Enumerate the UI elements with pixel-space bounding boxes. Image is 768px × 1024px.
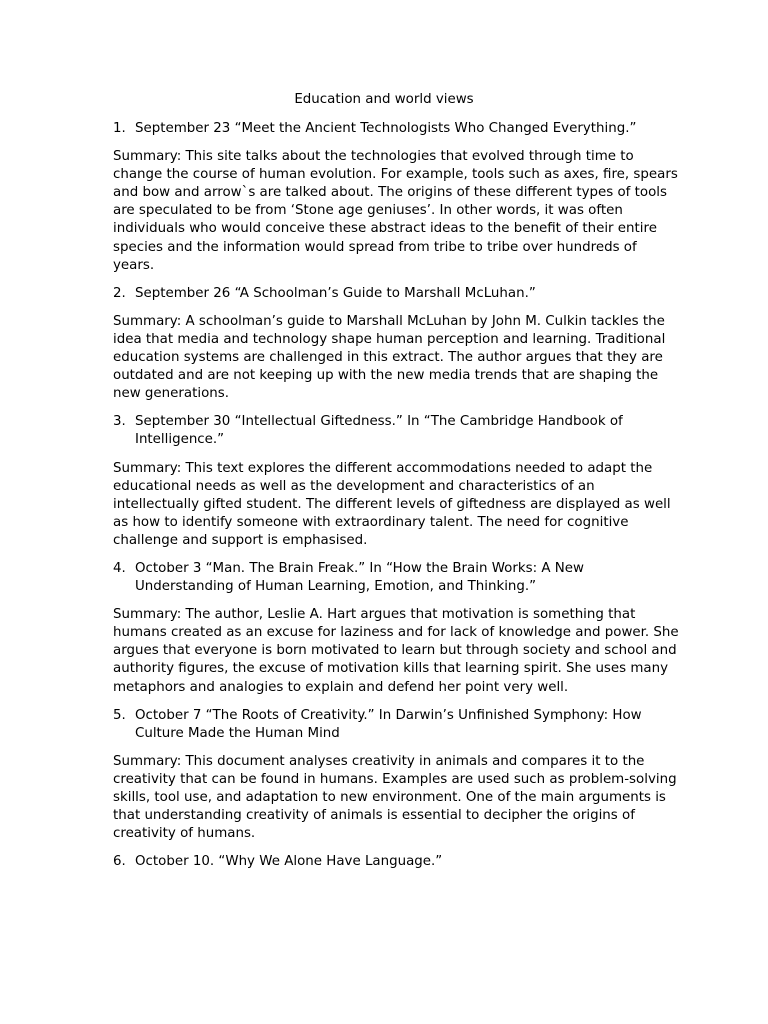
list-item-1: [113, 120, 679, 138]
summary-paragraph-5: Summary: This document analyses creativity in animals and compares it to the creativity that can be found in humans. Examples are used such as problem-solving skills, tool use, and adaptation to new environment. One of the main arguments is that understanding creativity of animals is essential to decipher the origins of creativity of humans.: [113, 753, 677, 842]
document-body: [113, 120, 679, 881]
document-title: Education and world views: [294, 92, 474, 107]
list-item-number: 3.: [113, 414, 126, 430]
summary-paragraph-4: Summary: The author, Leslie A. Hart argues that motivation is something that humans created as an excuse for laziness and for lack of knowledge and power. She argues that everyone is born motivated to learn but through society and school and authority figures, the excuse of motivation kills that learning spirit. She uses many metaphors and analogies to explain and defend her point very well.: [113, 607, 679, 695]
list-item-6: [113, 853, 679, 871]
list-item-heading: October 7 “The Roots of Creativity.” In Darwin’s Unfinished Symphony: How Culture Made the Human Mind: [135, 707, 642, 741]
list-item-number: 2.: [113, 285, 126, 301]
list-item-heading: September 30 “Intellectual Giftedness.” In “The Cambridge Handbook of Intelligence.”: [135, 414, 623, 448]
list-item-heading: October 3 “Man. The Brain Freak.” In “How the Brain Works: A New Understanding of Human Learning, Emotion, and Thinking.”: [135, 560, 584, 595]
list-item-5: [113, 707, 679, 743]
list-item-heading: September 26 “A Schoolman’s Guide to Marshall McLuhan.”: [135, 285, 536, 301]
list-item-4: [113, 560, 679, 596]
list-item-number: 6.: [113, 854, 126, 870]
list-item-3: [113, 413, 679, 449]
summary-paragraph-3: Summary: This text explores the different accommodations needed to adapt the educational needs as well as the development and characteristics of an intellectually gifted student. The different levels of giftedness are displayed as well as how to identify someone with extraordinary talent. The need for cognitive challenge and support is emphasised.: [113, 460, 671, 548]
summary-paragraph-2: Summary: A schoolman’s guide to Marshall McLuhan by John M. Culkin tackles the idea that media and technology shape human perception and learning. Traditional education systems are challenged in this extract. The author argues that they are outdated and are not keeping up with the new media trends that are shaping the new generations.: [113, 313, 666, 402]
summary-paragraph-1: Summary: This site talks about the technologies that evolved through time to change the course of human evolution. For example, tools such as axes, fire, spears and bow and arrow`s are talked about. The origins of these different types of tools are speculated to be from ‘Stone age geniuses’. In other words, it was often individuals who would conceive these abstract ideas to the benefit of their entire species and the information would spread from tribe to tribe over hundreds of years.: [113, 149, 678, 273]
list-item-heading: October 10. “Why We Alone Have Language.”: [135, 854, 443, 870]
list-item-number: 5.: [113, 707, 126, 723]
list-item-number: 1.: [113, 121, 126, 136]
list-item-number: 4.: [113, 560, 126, 576]
list-item-2: [113, 285, 679, 303]
list-item-heading: September 23 “Meet the Ancient Technologists Who Changed Everything.”: [135, 121, 637, 136]
